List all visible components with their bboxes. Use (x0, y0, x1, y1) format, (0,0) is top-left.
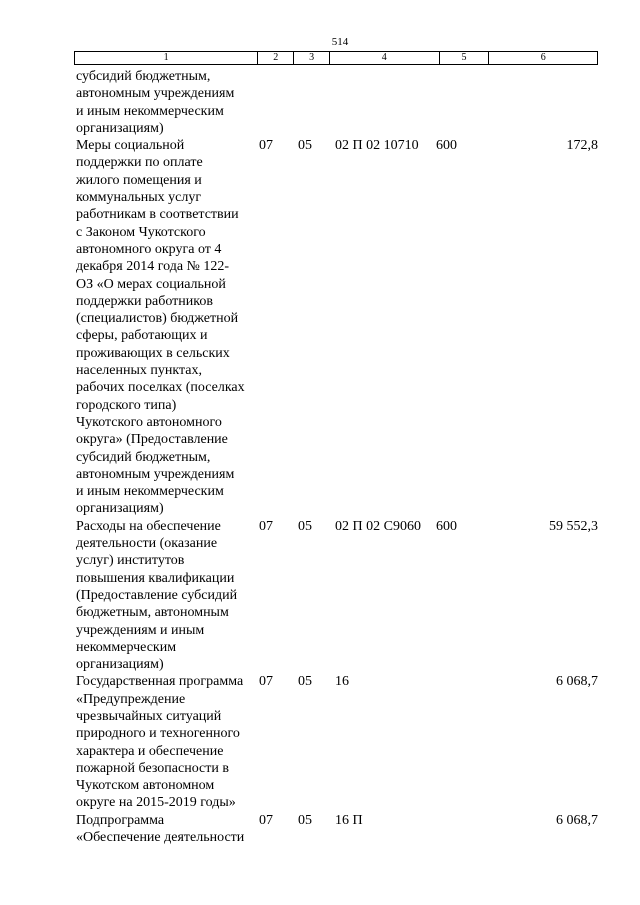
table-row (76, 68, 598, 137)
row-subsection: 05 (298, 812, 312, 828)
header-col-5: 5 (440, 52, 490, 64)
row-subsection: 05 (298, 674, 312, 690)
row-target-code: 02 П 02 С9060 (335, 518, 421, 534)
header-col-1: 1 (75, 52, 258, 64)
row-description: Меры социальной поддержки по оплате жилого помещения и коммунальных услуг работникам в соответствии с Законом Чукотского автономного округа от 4 декабря 2014 года № 122- ОЗ «О мерах социальной поддержки работников (специалистов) бюджетной сферы, работающих и проживающих в сельских населенных пунктах, рабочих поселках (поселках городского типа) Чукотского автономного округа» (Предоставление субсидий бюджетным, автономным учреждениям и иным некоммерческим организациям) (76, 138, 245, 517)
row-target-code: 16 (335, 674, 349, 690)
row-amount: 172,8 (566, 138, 598, 154)
row-amount: 59 552,3 (549, 518, 598, 534)
page-number: 514 (331, 36, 349, 48)
row-subsection: 05 (298, 518, 312, 534)
row-section: 07 (259, 674, 273, 690)
row-target-code: 02 П 02 10710 (335, 138, 419, 154)
row-description: Государственная программа «Предупреждение чрезвычайных ситуаций природного и техногенного характера и обеспечение пожарной безопасности в Чукотском автономном округе на 2015-2019 годы» (76, 674, 244, 811)
row-amount: 6 068,7 (556, 674, 598, 690)
header-col-3: 3 (294, 52, 330, 64)
row-amount: 6 068,7 (556, 812, 598, 828)
header-col-4: 4 (330, 52, 440, 64)
table-body (76, 68, 598, 846)
row-description: Подпрограмма «Обеспечение деятельности (76, 812, 245, 846)
table-row (76, 137, 598, 518)
row-target-code: 16 П (335, 812, 363, 828)
row-description: Расходы на обеспечение деятельности (оказание услуг) институтов повышения квалификации (Предоставление субсидий бюджетным, автономным учреждениям и иным некоммерческим организациям) (76, 518, 238, 673)
row-expense-type: 600 (436, 518, 457, 534)
row-section: 07 (259, 518, 273, 534)
row-section: 07 (259, 138, 273, 154)
header-col-2: 2 (258, 52, 294, 64)
row-section: 07 (259, 812, 273, 828)
table-header (74, 51, 598, 65)
table-row (76, 673, 598, 811)
row-description: субсидий бюджетным, автономным учреждениям и иным некоммерческим организациям) (76, 69, 235, 136)
row-subsection: 05 (298, 138, 312, 154)
table-row (76, 518, 598, 674)
header-col-6: 6 (540, 52, 546, 63)
table-row (76, 812, 598, 847)
row-expense-type: 600 (436, 138, 457, 154)
